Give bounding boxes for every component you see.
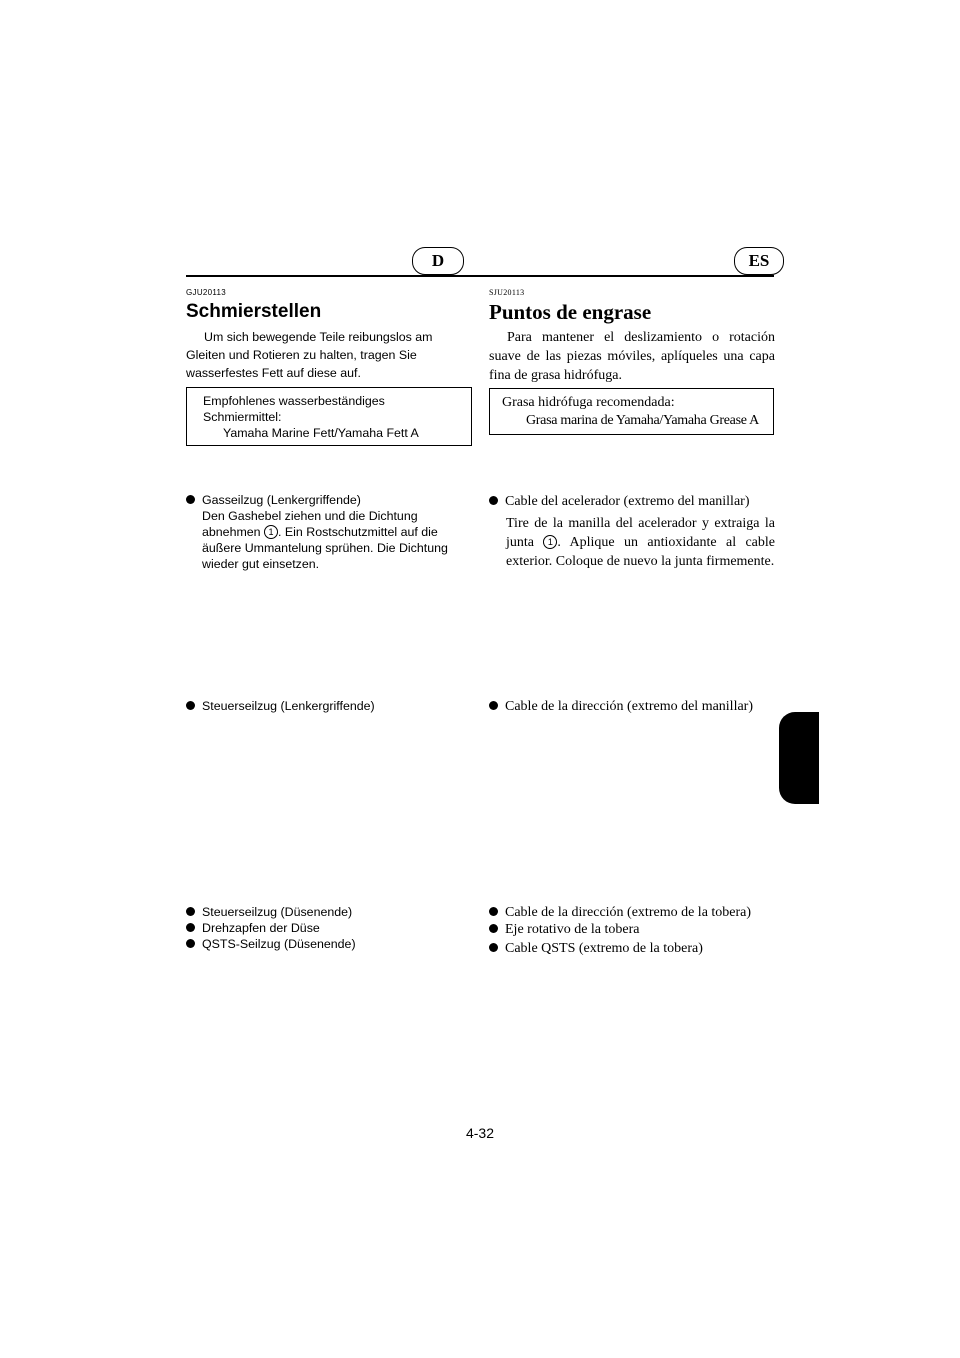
header-rule bbox=[186, 275, 774, 277]
bullet-icon bbox=[489, 907, 498, 916]
item-title: Drehzapfen der Düse bbox=[202, 921, 320, 935]
item-description-text: . Ein Rostschutzmittel auf die äußere Ummantelung sprühen. Die Dichtung wieder gut einsetzen. bbox=[202, 525, 448, 571]
spec-value: Grasa marina de Yamaha/Yamaha Grease A bbox=[526, 413, 759, 428]
language-tab-es: ES bbox=[734, 247, 784, 275]
bullet-icon bbox=[489, 924, 498, 933]
spec-label: Empfohlenes wasserbeständiges Schmiermittel: bbox=[203, 394, 385, 424]
item-title: Steuerseilzug (Lenkergriffende) bbox=[202, 699, 375, 713]
reference-number-1: 1 bbox=[543, 535, 557, 549]
bullet-icon bbox=[489, 701, 498, 710]
bullet-icon bbox=[186, 907, 195, 916]
item-title: Cable QSTS (extremo de la tobera) bbox=[505, 941, 703, 956]
list-item bbox=[489, 939, 779, 958]
list-item bbox=[489, 697, 779, 716]
item-title: Gasseilzug (Lenkergriffende) bbox=[202, 493, 361, 507]
list-item bbox=[186, 904, 476, 920]
item-description-text: Den Gashebel ziehen und die Dichtung abnehmen bbox=[202, 509, 418, 539]
list-item bbox=[489, 920, 779, 939]
chapter-side-tab bbox=[779, 712, 819, 804]
bullet-icon bbox=[186, 701, 195, 710]
bullet-icon bbox=[186, 939, 195, 948]
section-code: GJU20113 bbox=[186, 288, 227, 297]
page-header bbox=[186, 244, 774, 278]
item-title: Cable del acelerador (extremo del manillar) bbox=[505, 494, 750, 509]
spanish-column bbox=[489, 288, 775, 956]
item-description-text: Tire de la manilla del acelerador y extraiga la junta bbox=[506, 516, 775, 550]
item-title: Eje rotativo de la tobera bbox=[505, 922, 640, 937]
list-item bbox=[186, 492, 476, 572]
recommended-lubricant-box bbox=[489, 388, 774, 435]
intro-paragraph: Para mantener el deslizamiento o rotación suave de las piezas móviles, aplíqueles una capa fina de grasa hidrófuga. bbox=[489, 330, 775, 383]
section-code: SJU20113 bbox=[489, 288, 525, 297]
list-item bbox=[186, 920, 476, 936]
language-tab-de: D bbox=[412, 247, 464, 275]
bullet-icon bbox=[489, 496, 498, 505]
section-title: Schmierstellen bbox=[186, 301, 322, 322]
spec-value: Yamaha Marine Fett/Yamaha Fett A bbox=[223, 426, 419, 440]
item-title: Steuerseilzug (Düsenende) bbox=[202, 905, 353, 919]
item-description-text: . Aplique un antioxidante al cable exterior. Coloque de nuevo la junta firmemente. bbox=[506, 535, 775, 569]
bullet-icon bbox=[186, 495, 195, 504]
reference-number-1: 1 bbox=[264, 525, 278, 539]
item-description bbox=[489, 514, 775, 571]
list-item bbox=[186, 936, 476, 952]
item-title: Cable de la dirección (extremo de la tobera) bbox=[505, 905, 752, 920]
item-title: Cable de la dirección (extremo del manillar) bbox=[505, 699, 754, 714]
bullet-icon bbox=[186, 923, 195, 932]
spec-label: Grasa hidrófuga recomendada: bbox=[502, 395, 675, 410]
page-number: 4-32 bbox=[465, 1125, 495, 1141]
list-item bbox=[489, 492, 775, 571]
section-title: Puntos de engrase bbox=[489, 300, 652, 324]
german-column bbox=[186, 288, 472, 951]
item-title: QSTS-Seilzug (Düsenende) bbox=[202, 937, 356, 951]
recommended-lubricant-box bbox=[186, 387, 472, 446]
intro-paragraph: Um sich bewegende Teile reibungslos am Gleiten und Rotieren zu halten, tragen Sie wasserfestes Fett auf diese auf. bbox=[186, 330, 433, 380]
bullet-icon bbox=[489, 943, 498, 952]
list-item bbox=[186, 698, 476, 714]
item-description bbox=[186, 508, 476, 572]
